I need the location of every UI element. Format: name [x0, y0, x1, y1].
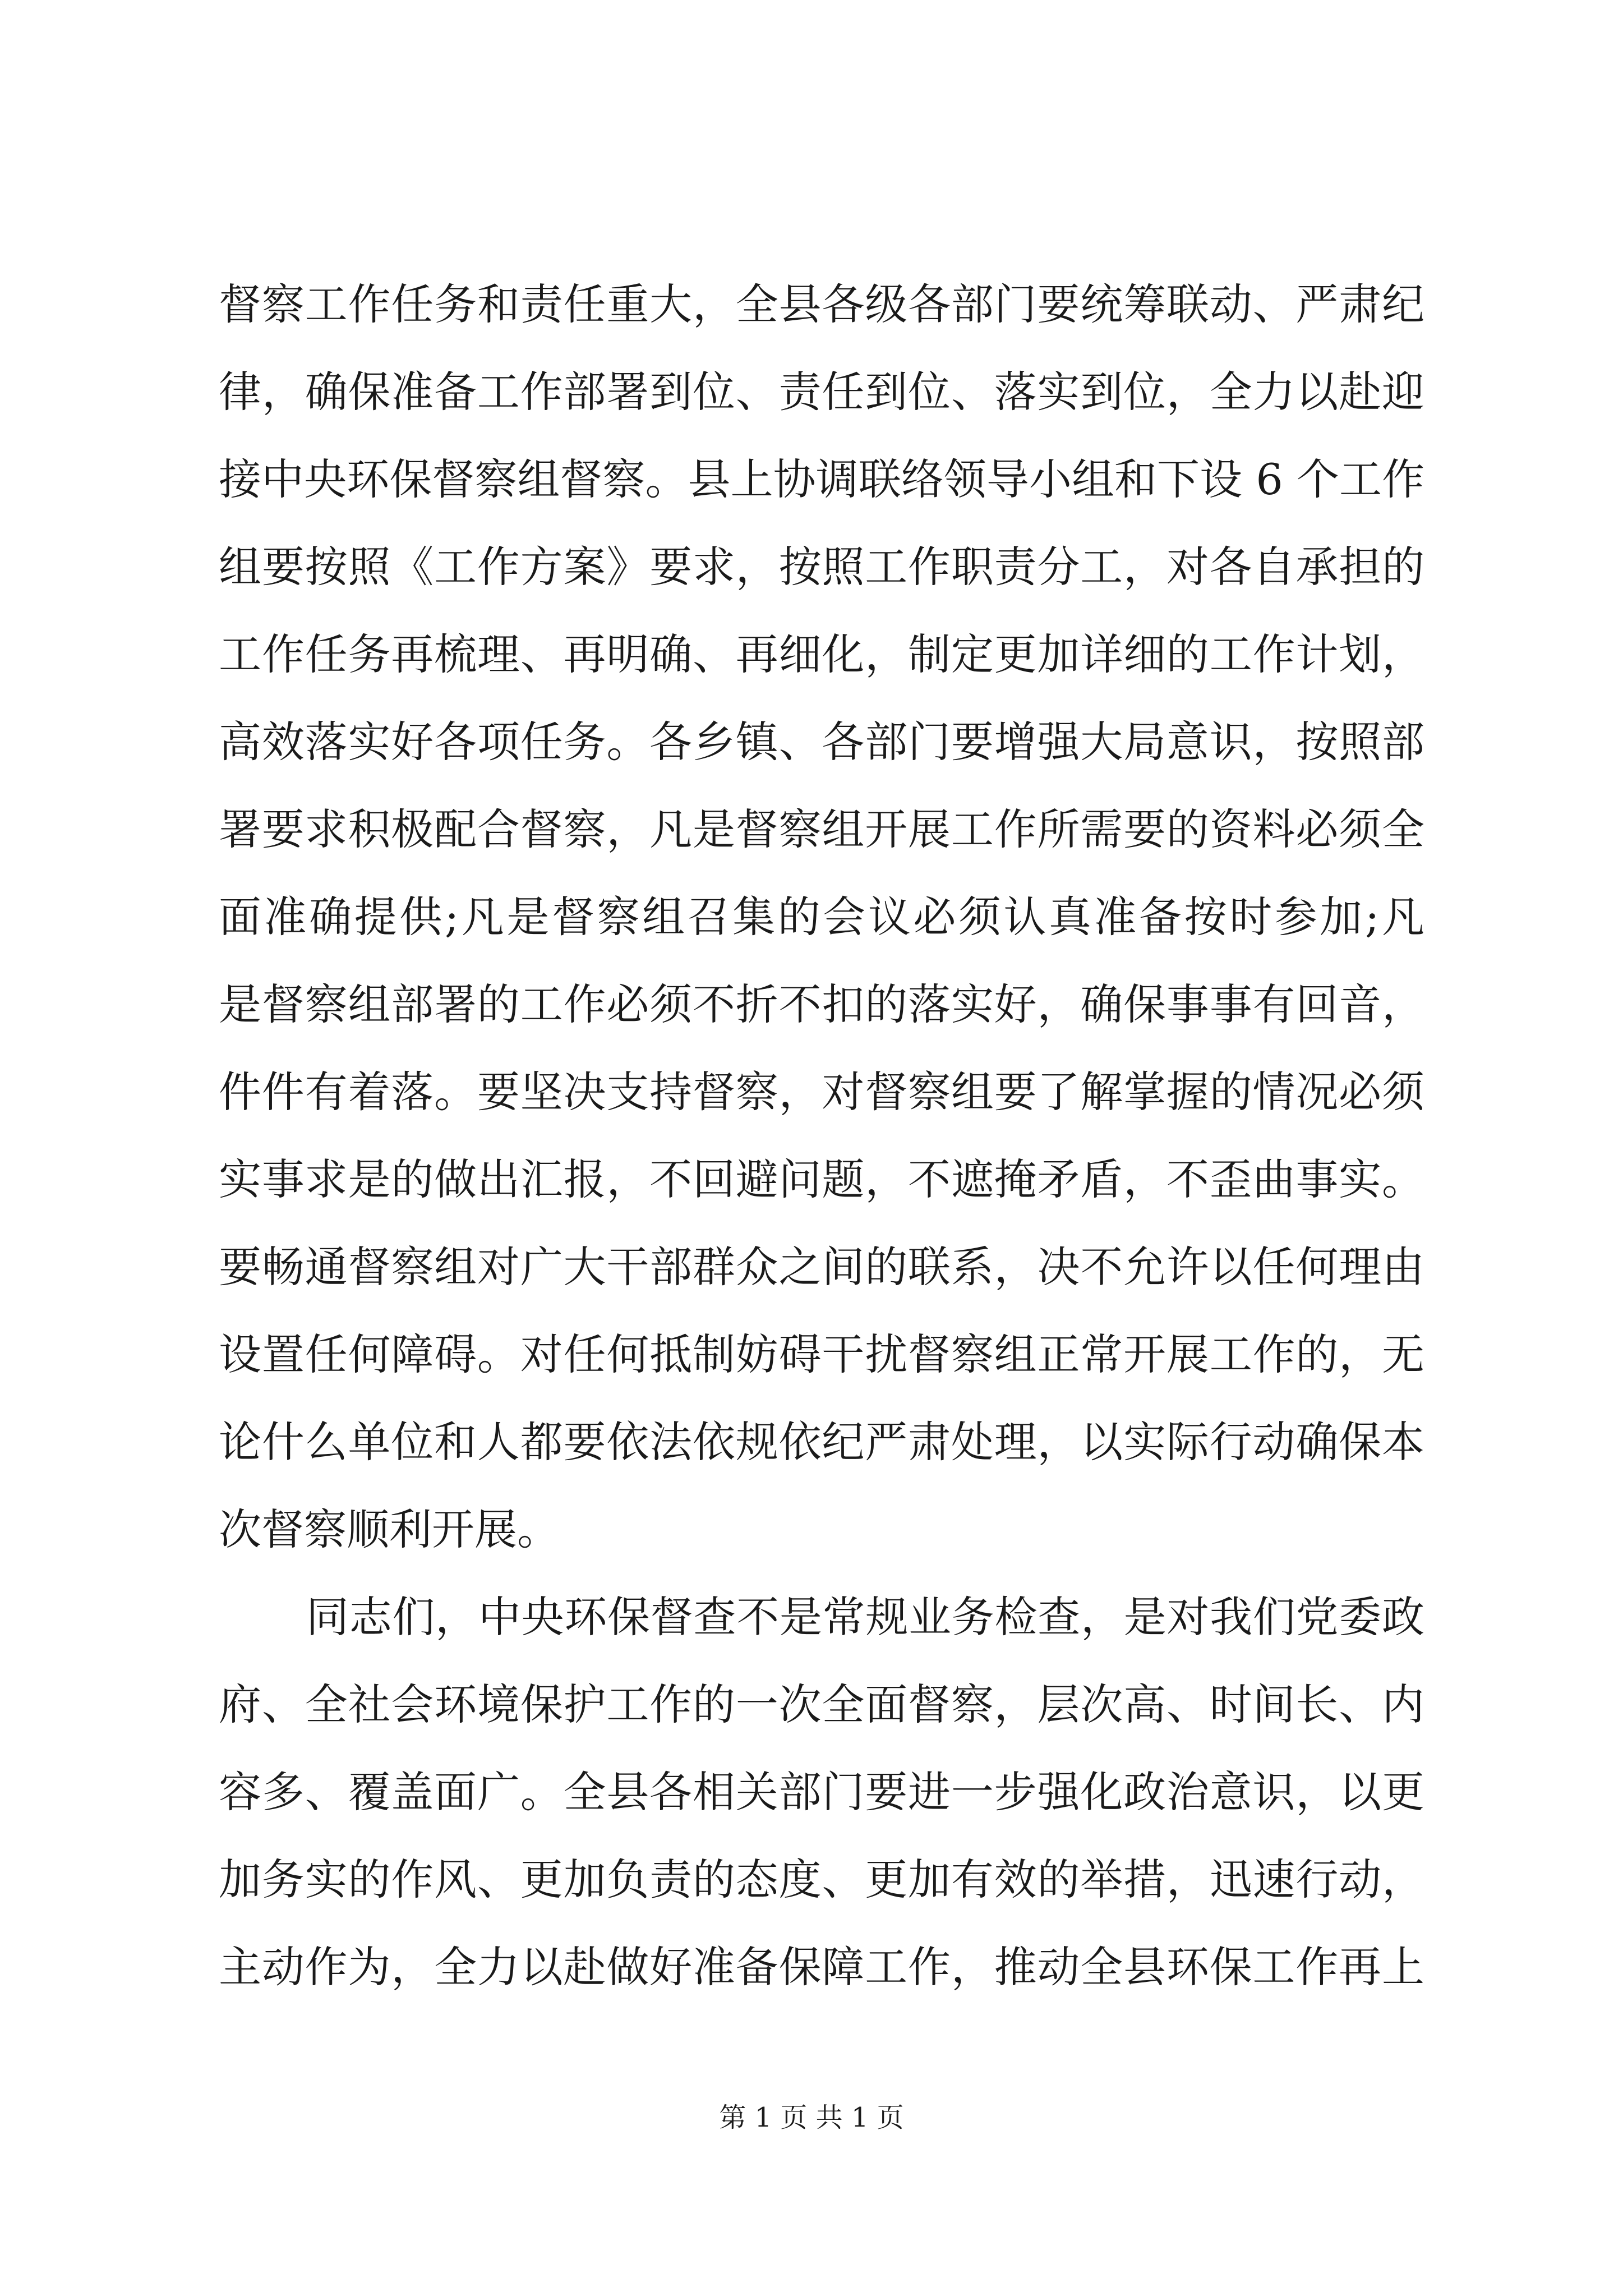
text-line: 件件有着落。要坚决支持督察，对督察组要了解掌握的情况必须: [219, 1067, 1424, 1117]
text-line: 要畅通督察组对广大干部群众之间的联系，决不允许以任何理由: [219, 1242, 1424, 1292]
page-number-footer: 第 1 页 共 1 页: [719, 2102, 904, 2133]
text-line: 次督察顺利开展。: [219, 1504, 560, 1554]
text-line: 主动作为，全力以赴做好准备保障工作，推动全县环保工作再上: [219, 1942, 1424, 1992]
text-line: 加务实的作风、更加负责的态度、更加有效的举措，迅速行动，: [219, 1855, 1424, 1904]
text-line: 律，确保准备工作部署到位、责任到位、落实到位，全力以赴迎: [219, 367, 1424, 417]
text-line: 署要求积极配合督察，凡是督察组开展工作所需要的资料必须全: [219, 804, 1424, 854]
text-line: 面准确提供;凡是督察组召集的会议必须认真准备按时参加;凡: [219, 892, 1424, 942]
text-line: 实事求是的做出汇报，不回避问题，不遮掩矛盾，不歪曲事实。: [219, 1154, 1424, 1204]
text-line: 高效落实好各项任务。各乡镇、各部门要增强大局意识，按照部: [219, 717, 1424, 767]
paragraph-2: [219, 1573, 1424, 2011]
text-line: 组要按照《工作方案》要求，按照工作职责分工，对各自承担的: [219, 542, 1424, 592]
text-line: 工作任务再梳理、再明确、再细化，制定更加详细的工作计划，: [219, 629, 1424, 679]
text-line: 同志们，中央环保督查不是常规业务检查，是对我们党委政: [306, 1592, 1424, 1642]
text-line: 督察工作任务和责任重大，全县各级各部门要统筹联动、严肃纪: [219, 279, 1424, 329]
text-line: 接中央环保督察组督察。县上协调联络领导小组和下设 6 个工作: [219, 454, 1424, 504]
paragraph-1: [219, 261, 1424, 1573]
text-line: 府、全社会环境保护工作的一次全面督察，层次高、时间长、内: [219, 1680, 1424, 1729]
text-line: 容多、覆盖面广。全县各相关部门要进一步强化政治意识，以更: [219, 1767, 1424, 1817]
text-line: 是督察组部署的工作必须不折不扣的落实好，确保事事有回音，: [219, 979, 1424, 1029]
text-line: 设置任何障碍。对任何抵制妨碍干扰督察组正常开展工作的，无: [219, 1329, 1424, 1379]
text-line: 论什么单位和人都要依法依规依纪严肃处理，以实际行动确保本: [219, 1417, 1424, 1467]
document-body: [219, 261, 1424, 2011]
